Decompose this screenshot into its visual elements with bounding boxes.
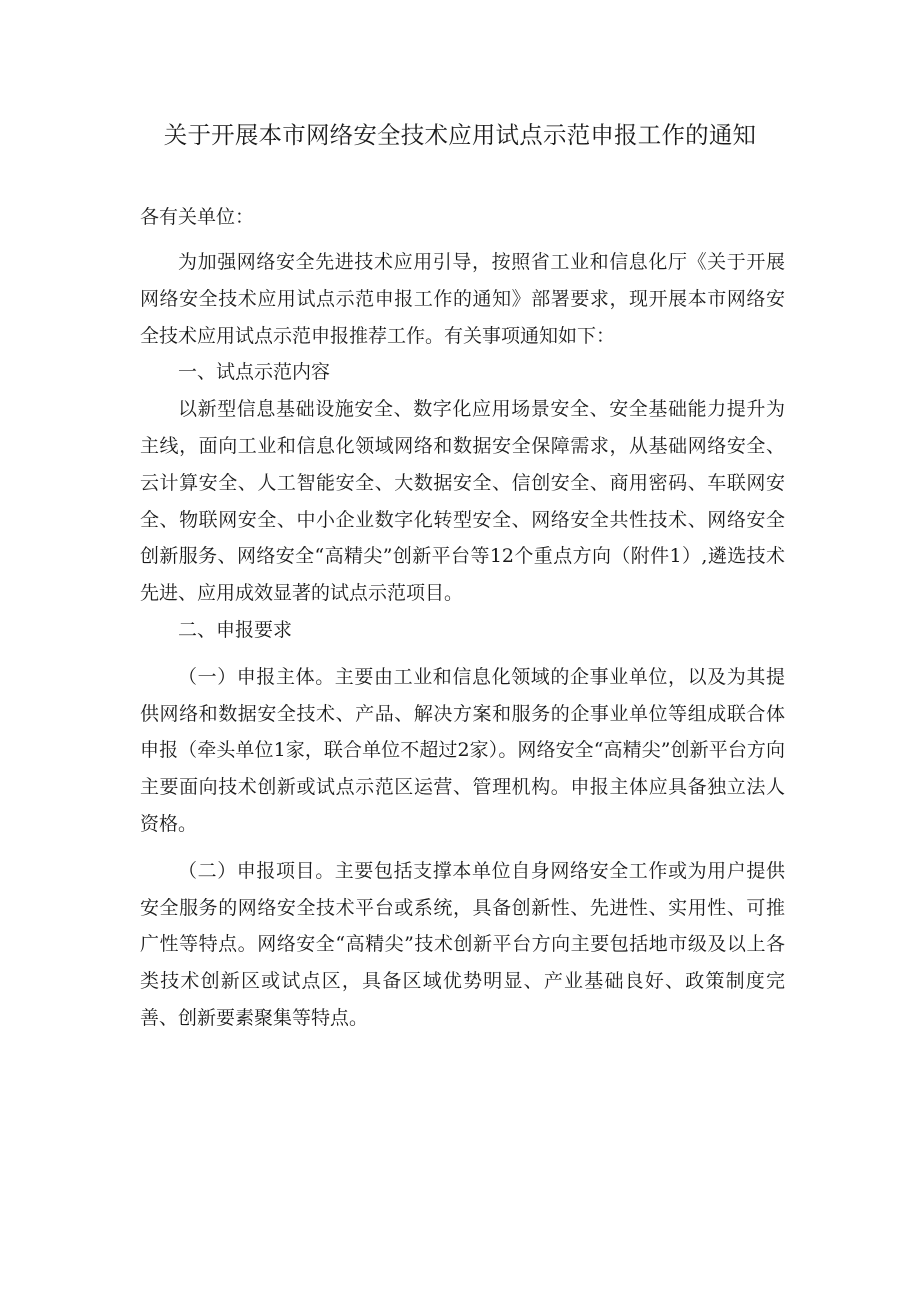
intro-paragraph: 为加强网络安全先进技术应用引导，按照省工业和信息化厅《关于开展网络安全技术应用试点示范申报工作的通知》部署要求，现开展本市网络安全技术应用试点示范申报推荐工作。有关事项通知如下： xyxy=(140,251,785,347)
section-heading-1: 一、试点示范内容 xyxy=(178,361,331,384)
salutation: 各有关单位： xyxy=(140,206,255,228)
document-body xyxy=(140,244,785,1037)
subsection-1-paragraph: （一）申报主体。主要由工业和信息化领域的企事业单位，以及为其提供网络和数据安全技术、产品、解决方案和服务的企事业单位等组成联合体申报（牵头单位1家，联合单位不超过2家）。网络安全“高精尖”创新平台方向主要面向技术创新或试点示范区运营、管理机构。申报主体应具备独立法人资格。 xyxy=(140,665,785,835)
document-title: 关于开展本市网络安全技术应用试点示范申报工作的通知 xyxy=(163,121,757,149)
subsection-2-paragraph: （二）申报项目。主要包括支撑本单位自身网络安全工作或为用户提供安全服务的网络安全技术平台或系统，具备创新性、先进性、实用性、可推广性等特点。网络安全“高精尖”技术创新平台方向主要包括地市级及以上各类技术创新区或试点区，具备区域优势明显、产业基础良好、政策制度完善、创新要素聚集等特点。 xyxy=(140,859,785,1029)
section-heading-2: 二、申报要求 xyxy=(178,618,293,641)
section-1-paragraph: 以新型信息基础设施安全、数字化应用场景安全、安全基础能力提升为主线，面向工业和信息化领域网络和数据安全保障需求，从基础网络安全、云计算安全、人工智能安全、大数据安全、信创安全、商用密码、车联网安全、物联网安全、中小企业数字化转型安全、网络安全共性技术、网络安全创新服务、网络安全“高精尖”创新平台等12个重点方向（附件1）,遴选技术先进、应用成效显著的试点示范项目。 xyxy=(140,398,785,605)
